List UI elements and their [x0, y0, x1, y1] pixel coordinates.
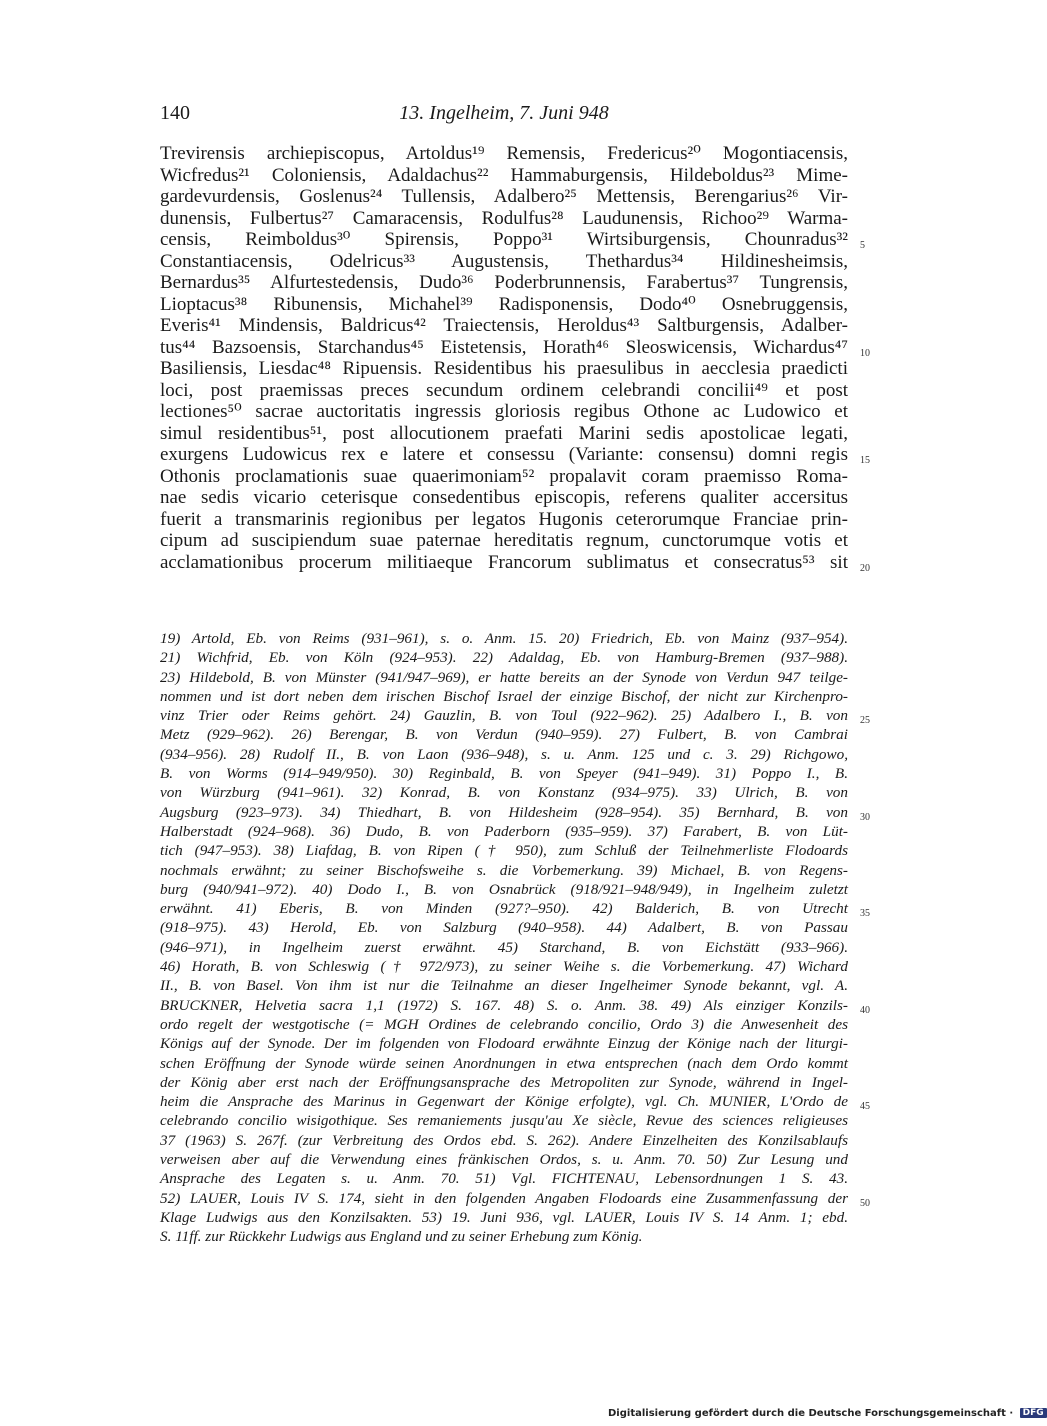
footnote-line: [160, 996, 870, 1016]
line-number: 30: [860, 811, 870, 823]
text-line-text: Wicfredus²¹ Coloniensis, Adaldachus²² Hammaburgensis, Hildeboldus²³ Mime-: [160, 164, 848, 186]
footnote-line-text: Metz (929–962). 26) Berengar, B. von Verdun (940–959). 27) Fulbert, B. von Cambrai: [160, 726, 848, 744]
text-line: [160, 509, 848, 531]
footnote-line: [160, 725, 848, 744]
footnote-line-text: schen Eröffnung der Synode würde seinen Anordnungen in etwa entsprechen (nach dem Ordo kommt: [160, 1054, 848, 1072]
footnote-line: [160, 1131, 848, 1150]
footnote-line-text: (918–975). 43) Herold, Eb. von Salzburg (940–958). 44) Adalbert, B. von Passau: [160, 919, 848, 937]
text-line-text: fuerit a transmarinis regionibus per legatos Hugonis ceterorumque Franciae prin-: [160, 508, 848, 530]
text-line-text: Trevirensis archiepiscopus, Artoldus¹⁹ Remensis, Fredericus²⁰ Mogontiacensis,: [160, 143, 848, 164]
footnote-line: [160, 957, 848, 976]
text-line: [160, 165, 848, 187]
line-number: 5: [860, 240, 865, 251]
text-line: [160, 444, 870, 466]
text-line-text: dunensis, Fulbertus²⁷ Camaracensis, Rodulfus²⁸ Laudunensis, Richoo²⁹ Warma-: [160, 207, 848, 229]
footnote-line-text: Augsburg (923–973). 34) Thiedhart, B. von Hildesheim (928–954). 35) Bernhard, B. von: [160, 803, 848, 821]
footnote-line: [160, 938, 848, 957]
page-header: [160, 102, 848, 130]
footnote-line-text: B. von Worms (914–949/950). 30) Reginbald, B. von Speyer (941–949). 31) Poppo I., B.: [160, 765, 848, 783]
line-number: 45: [860, 1101, 870, 1113]
text-line: [160, 530, 848, 552]
footnote-line-text: Halberstadt (924–968). 36) Dudo, B. von Paderborn (935–959). 37) Farabert, B. von Lüt-: [160, 822, 848, 840]
footnote-line-text: 23) Hildebold, B. von Münster (941/947–969), er hatte bereits an der Synode von Verdun 947 teilge-: [160, 668, 848, 686]
text-line: [160, 294, 848, 316]
footnote-line-text: nommen und ist dort neben dem irischen Bischof Israel der einzige Bischof, der nicht zur Kirchenpro-: [160, 687, 848, 705]
footnote-line: [160, 1015, 848, 1034]
text-line-text: Othonis proclamationis suae quaerimoniam⁵² propalavit coram praemisso Roma-: [160, 465, 848, 487]
footnote-line: [160, 841, 848, 860]
text-line: [160, 336, 870, 359]
text-line: [160, 401, 848, 423]
footnote-line: [160, 1169, 848, 1188]
text-line-text: gardevurdensis, Goslenus²⁴ Tullensis, Adalbero²⁵ Mettensis, Berengarius²⁶ Vir-: [160, 186, 848, 207]
text-line: [160, 380, 848, 402]
text-line: [160, 143, 848, 165]
text-line-text: simul residentibus⁵¹, post allocutionem praefati Marini sedis apostolicae legati,: [160, 422, 848, 444]
line-number: 20: [860, 562, 870, 574]
footnote-line-text: vinz Trier oder Reims gehört. 24) Gauzlin, B. von Toul (922–962). 25) Adalbero I., B. von: [160, 707, 848, 725]
text-line-text: exurgens Ludowicus rex e latere et consessu (Variante: consensu) domni regis: [160, 444, 848, 465]
footnote-line: [160, 1150, 848, 1169]
line-number: 10: [860, 347, 870, 359]
footnote-line-text: (946–971), in Ingelheim zuerst erwähnt. 45) Starchand, B. von Eichstätt (933–966).: [160, 938, 848, 956]
footnote-line-text: 37 (1963) S. 267f. (zur Verbreitung des Ordos ebd. S. 262). Andere Einzelheiten des Konzilsablaufs: [160, 1131, 848, 1149]
footnote-line: [160, 706, 870, 727]
footnote-line-text: 21) Wichfrid, Eb. von Köln (924–953). 22) Adaldag, Eb. von Hamburg-Bremen (937–988).: [160, 649, 848, 667]
footnote-line: [160, 918, 848, 937]
line-number: 35: [860, 908, 870, 920]
footnote-line: [160, 1073, 848, 1092]
footnote-line-text: S. 11ff. zur Rückkehr Ludwigs aus England und zu seiner Erhebung zum König.: [160, 1228, 643, 1246]
dfg-logo: DFG: [1020, 1408, 1047, 1418]
text-line-text: Everis⁴¹ Mindensis, Baldricus⁴² Traiectensis, Heroldus⁴³ Saltburgensis, Adalber-: [160, 315, 848, 336]
text-line: [160, 186, 848, 208]
line-number: 40: [860, 1004, 870, 1016]
footnote-line: [160, 629, 848, 648]
line-number: 15: [860, 455, 870, 466]
footnote-line-text: heim die Ansprache des Marinus in Gegenwart der Könige erfolgte), vgl. Ch. MUNIER, L'Ordo de: [160, 1093, 848, 1111]
text-line-text: lectiones⁵⁰ sacrae auctoritatis ingressis gloriosis regibus Othone ac Ludowico et: [160, 401, 848, 422]
footnote-line-text: burg (940/941–972). 40) Dodo I., B. von Osnabrück (918/921–948/949), in Ingelheim zuletzt: [160, 880, 848, 898]
footnote-line: [160, 880, 848, 899]
text-line-text: nae sedis vicario ceterisque consedentibus episcopis, referens qualiter accersitus: [160, 487, 848, 508]
footnote-line: [160, 899, 870, 920]
text-line-text: Constantiacensis, Odelricus³³ Augustensis, Thethardus³⁴ Hildinesheimsis,: [160, 250, 848, 272]
footnote-line: [160, 1227, 848, 1246]
text-line-text: tus⁴⁴ Bazsoensis, Starchandus⁴⁵ Eistetensis, Horath⁴⁶ Sleoswicensis, Wichardus⁴⁷: [160, 336, 848, 358]
footnote-line-text: BRUCKNER, Helvetia sacra 1,1 (1972) S. 167. 48) S. o. Anm. 38. 49) Als einziger Konzils-: [160, 996, 848, 1014]
main-text: [160, 143, 870, 574]
footnote-line-text: der König aber erst nach der Eröffnungsansprache des Metropoliten zur Synode, während in Ingel-: [160, 1073, 848, 1091]
text-line: [160, 466, 848, 488]
text-line: [160, 208, 848, 230]
footnote-line-text: tich (947–953). 38) Liafdag, B. von Ripen († 950), zum Schluß der Teilnehmerliste Flodoards: [160, 842, 848, 860]
text-line-text: loci, post praemissas preces secundum ordinem celebrandi concilii⁴⁹ et post: [160, 379, 848, 401]
footnote-line: [160, 783, 848, 802]
running-title: 13. Ingelheim, 7. Juni 948: [399, 102, 609, 124]
footnote-line-text: nochmals erwähnt; zu seiner Bischofsweihe s. die Vorbemerkung. 39) Michael, B. von Regens-: [160, 861, 848, 879]
footnote-line-text: verweisen aber auf die Verwendung eines fränkischen Ordos, s. u. Anm. 70. 50) Zur Lesung und: [160, 1151, 848, 1169]
text-line-text: Lioptacus³⁸ Ribunensis, Michahel³⁹ Radisponensis, Dodo⁴⁰ Osnebruggensis,: [160, 293, 848, 315]
text-line-text: Basiliensis, Liesdac⁴⁸ Ripuensis. Residentibus his praesulibus in aecclesia praedicti: [160, 358, 848, 379]
footnote-line-text: II., B. von Basel. Von ihm ist nur die Teilnahme an dieser Ingelheimer Synode bekannt, vgl. A.: [160, 977, 848, 995]
text-line: [160, 358, 848, 380]
text-line: [160, 229, 865, 251]
text-line-text: Bernardus³⁵ Alfurtestedensis, Dudo³⁶ Poderbrunnensis, Farabertus³⁷ Tungrensis,: [160, 272, 848, 293]
text-line-text: cipum ad suscipiendum suae paternae hereditatis regnum, cunctorumque votis et: [160, 530, 848, 551]
footnote-line: [160, 648, 848, 667]
footnote-line-text: ordo regelt der westgotische (= MGH Ordines de celebrando concilio, Ordo 3) die Anwesenheit des: [160, 1015, 848, 1033]
footnote-line-text: von Würzburg (941–961). 32) Konrad, B. von Konstanz (934–975). 33) Ulrich, B. von: [160, 784, 848, 802]
footnote-line: [160, 687, 848, 706]
footnote-line: [160, 861, 848, 880]
footnote-line: [160, 822, 848, 841]
footnote-line: [160, 976, 848, 995]
footnote-line: [160, 803, 870, 823]
footnote-line-text: 19) Artold, Eb. von Reims (931–961), s. o. Anm. 15. 20) Friedrich, Eb. von Mainz (937–954).: [160, 630, 848, 647]
footnote-line: [160, 764, 848, 783]
footnote-line: [160, 1054, 848, 1073]
footnote-line: [160, 745, 848, 764]
footnote-line-text: celebrando concilio wisigothique. Ses remaniements jusqu'au Xe siècle, Revue des sciences religieuses: [160, 1112, 848, 1130]
text-line: [160, 315, 848, 337]
text-line: [160, 423, 848, 445]
text-line-text: censis, Reimboldus³⁰ Spirensis, Poppo³¹ Wirtsiburgensis, Chounradus³²: [160, 229, 848, 250]
text-line: [160, 272, 848, 294]
footnote-line-text: (934–956). 28) Rudolf II., B. von Laon (936–948), s. u. Anm. 125 und c. 3. 29) Richgowo,: [160, 745, 848, 763]
footnote-line: [160, 1111, 848, 1130]
footnote-line: [160, 1092, 870, 1113]
text-line: [160, 251, 848, 273]
footnote-line: [160, 668, 848, 687]
footnote-line-text: Ansprache des Legaten s. u. Anm. 70. 51) Vgl. FICHTENAU, Lebensordnungen 1 S. 43.: [160, 1170, 848, 1188]
footnote-line-text: Königs auf der Synode. Der im folgenden von Flodoard erwähnte Einzug der Könige nach der liturgi-: [160, 1035, 848, 1053]
footnote-line: [160, 1034, 848, 1053]
credit-text: Digitalisierung gefördert durch die Deutsche Forschungsgemeinschaft ·: [608, 1408, 1014, 1419]
footnote-line: [160, 1208, 848, 1227]
text-line: [160, 551, 870, 574]
line-number: 50: [860, 1197, 870, 1209]
text-line: [160, 487, 848, 509]
page-number: 140: [160, 102, 190, 124]
text-line-text: acclamationibus procerum militiaeque Francorum sublimatus et consecratus⁵³ sit: [160, 551, 848, 573]
footnotes: [160, 629, 870, 1247]
footnote-line-text: erwähnt. 41) Eberis, B. von Minden (927?–950). 42) Balderich, B. von Utrecht: [160, 900, 848, 918]
footnote-line: [160, 1189, 870, 1209]
footnote-line-text: 46) Horath, B. von Schleswig († 972/973), zu seiner Weihe s. die Vorbemerkung. 47) Wichard: [160, 958, 848, 976]
digitization-credit: [608, 1408, 1044, 1422]
footnote-line-text: 52) LAUER, Louis IV S. 174, sieht in den folgenden Angaben Flodoards eine Zusammenfassung der: [160, 1189, 848, 1207]
footnote-line-text: Klage Ludwigs aus den Konzilsakten. 53) 19. Juni 936, vgl. LAUER, Louis IV S. 14 Anm. 1; ebd.: [160, 1208, 848, 1226]
line-number: 25: [860, 715, 870, 727]
